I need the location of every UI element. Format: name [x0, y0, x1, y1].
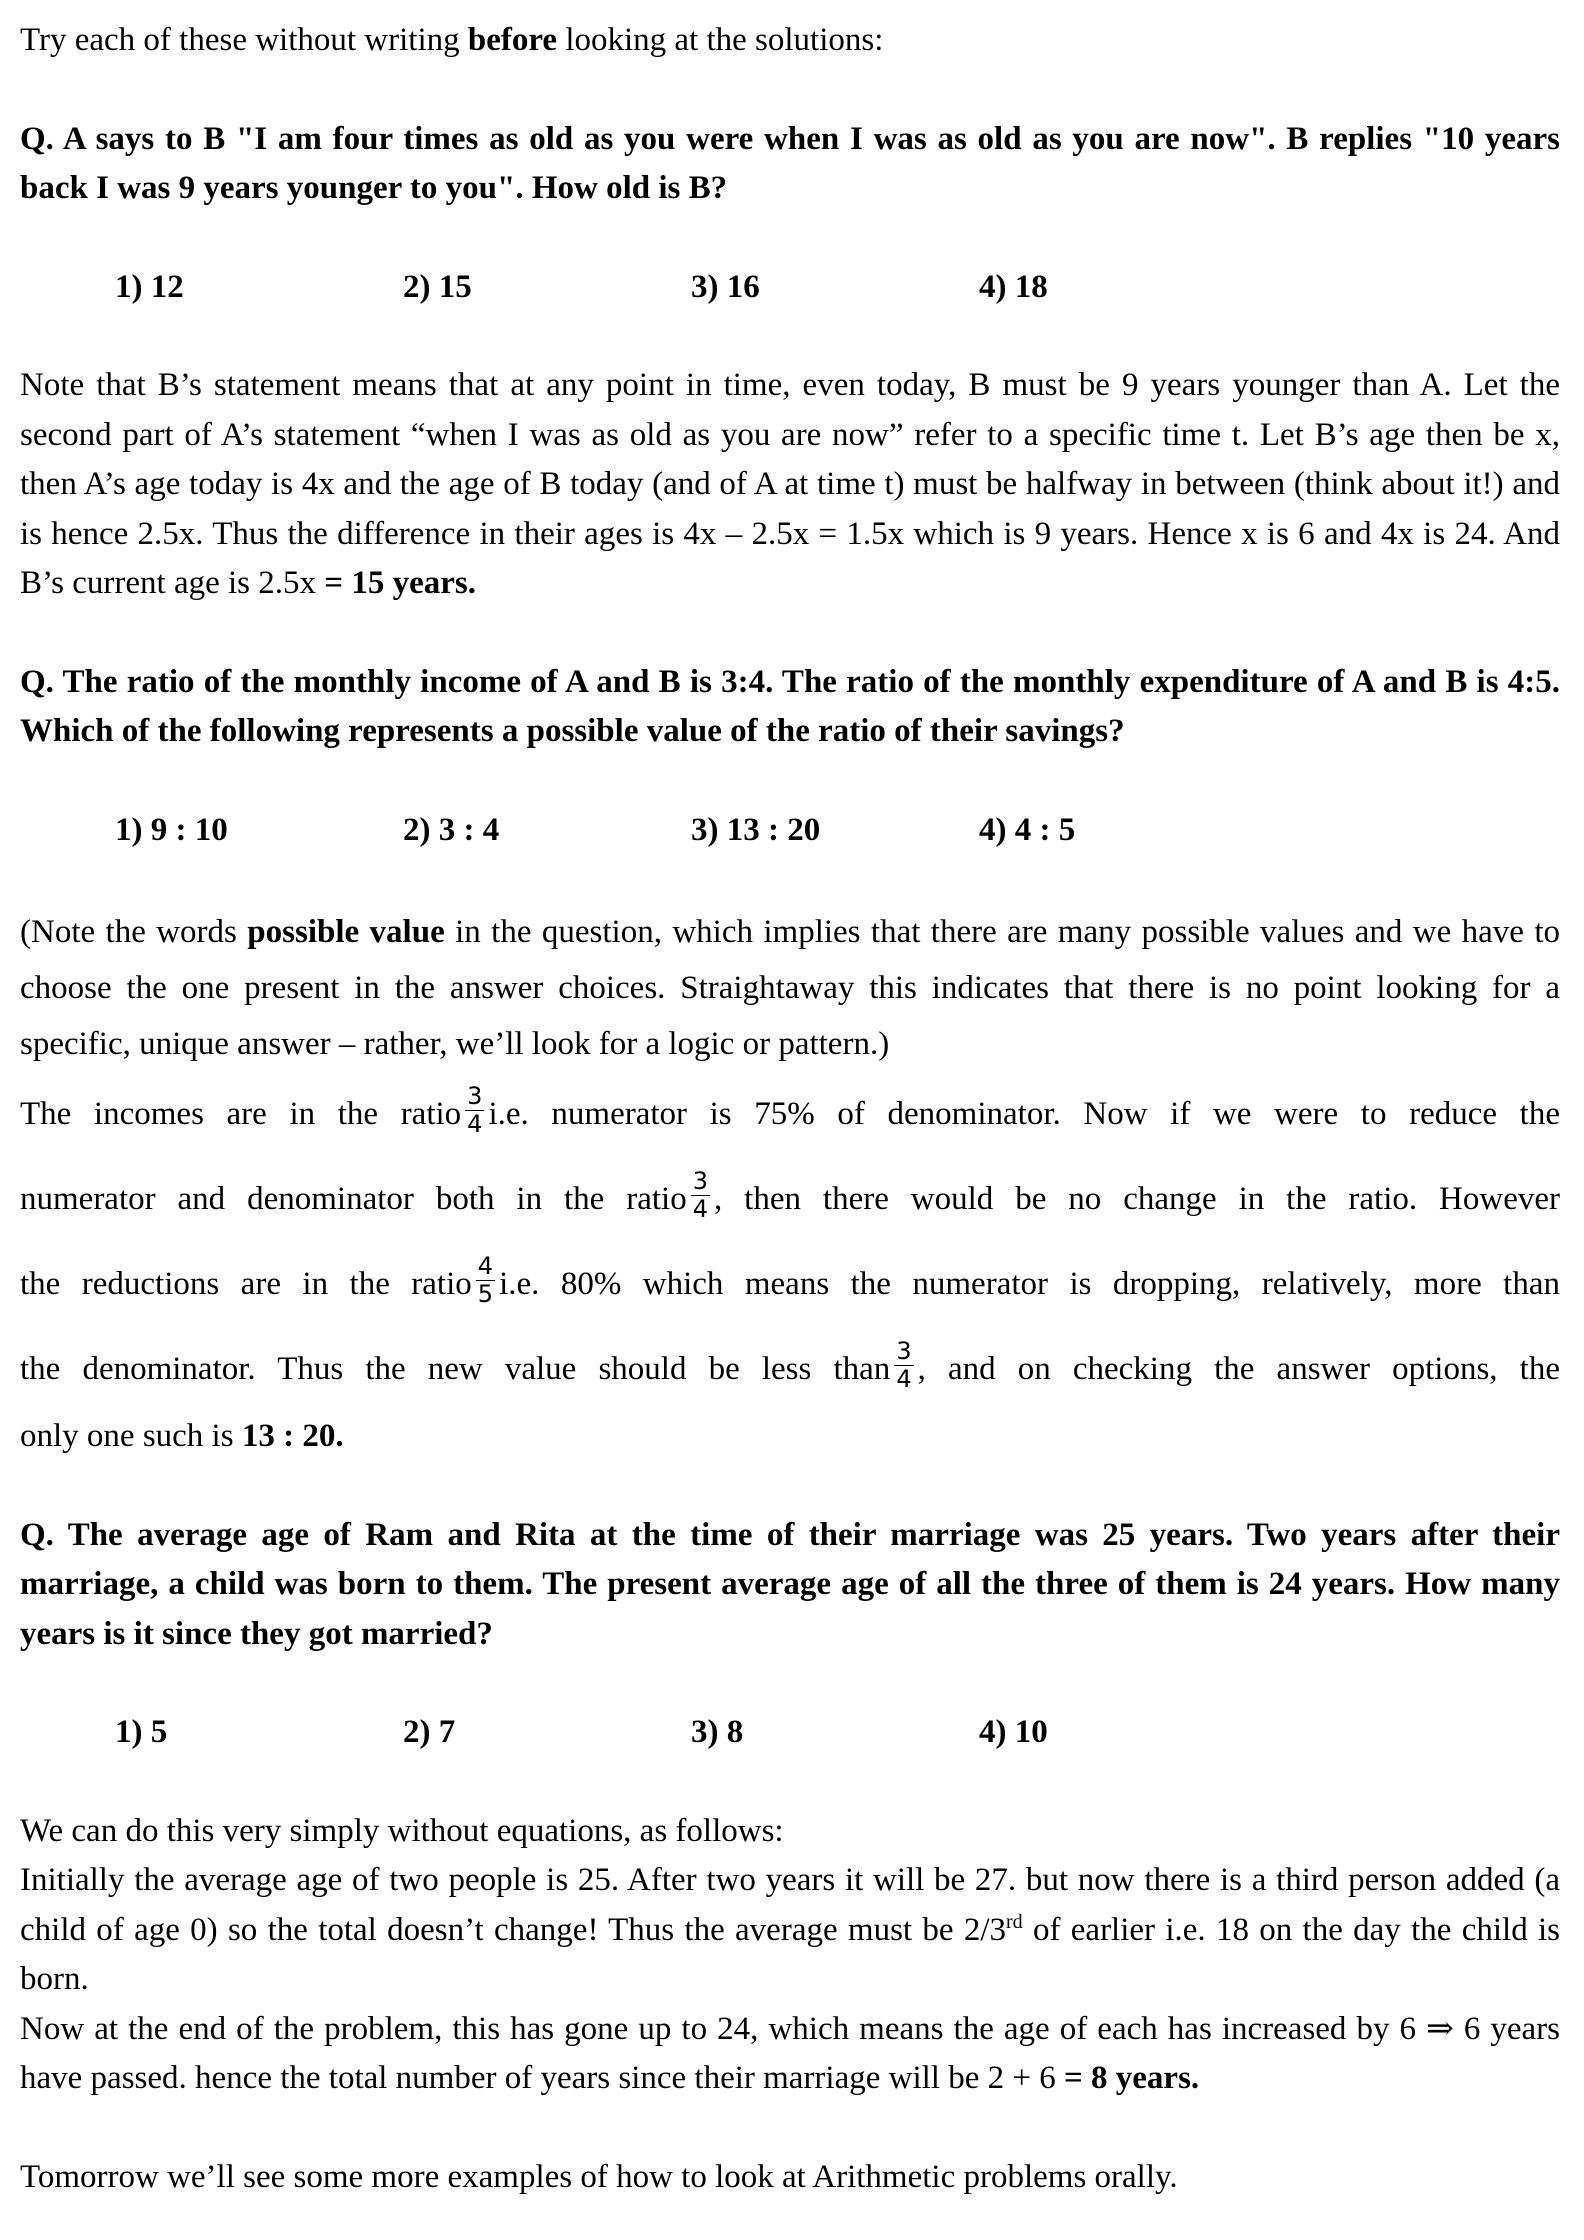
- question-3-options: [20, 1708, 1560, 1758]
- question-1: Q. A says to B "I am four times as old as you were when I was as old as you are now". B replies "10 years back I was 9 years younger to you". How old is B?: [20, 120, 1560, 206]
- solution-2-line-2: numerator and denominator both in the ratio $\frac{3}{4}$ , then there would be no change in the ratio. However: [20, 1166, 1560, 1223]
- fraction: $\frac{3}{4}$: [692, 1166, 708, 1223]
- question-1-options: [20, 263, 1560, 313]
- option: 4) 18: [979, 268, 1048, 305]
- option: 3) 16: [691, 268, 760, 305]
- fraction: $\frac{3}{4}$: [896, 1336, 912, 1393]
- solution-2-line-5: only one such is 13 : 20.: [20, 1418, 344, 1454]
- option: 4) 10: [979, 1714, 1048, 1750]
- fraction: $\frac{4}{5}$: [477, 1251, 494, 1308]
- closing-text: Tomorrow we’ll see some more examples of how to look at Arithmetic problems orally.: [20, 2158, 1178, 2195]
- option: 1) 9 : 10: [115, 811, 228, 848]
- solution-1: Note that B’s statement means that at any point in time, even today, B must be 9 years younger than A. Let the second part of A’s statement “when I was as old as you are now” refer to a specific time t. Let B’s age then be x, then A’s age today is 4x and the age of B today (and of A at time t) must be halfway in between (think about it!) and is hence 2.5x. Thus the difference in their ages is 4x – 2.5x = 1.5x which is 9 years. Hence x is 6 and 4x is 24. And B’s current age is 2.5x = 15 years.: [20, 367, 1560, 601]
- option: 1) 5: [115, 1714, 168, 1750]
- solution-3-conclusion: Now at the end of the problem, this has gone up to 24, which means the age of each has increased by 6 ⇒ 6 years have passed. hence the total number of years since their marriage will be 2 + 6 = 8 years.: [20, 2010, 1560, 2096]
- option: 4) 4 : 5: [979, 811, 1076, 848]
- question-3: Q. The average age of Ram and Rita at the time of their marriage was 25 years. Two years after their marriage, a child was born to them. The present average age of all the three of them is 24 years. How many years is it since they got married?: [20, 1516, 1560, 1652]
- question-2-options: [20, 806, 1560, 856]
- option: 2) 15: [403, 268, 472, 305]
- option: 2) 7: [403, 1714, 456, 1750]
- option: 3) 8: [691, 1714, 744, 1750]
- fraction: $\frac{3}{4}$: [467, 1081, 483, 1138]
- option: 3) 13 : 20: [691, 811, 821, 848]
- option: 2) 3 : 4: [403, 811, 500, 848]
- solution-2-line-3: the reductions are in the ratio $\frac{4}{5}$ i.e. 80% which means the numerator is dropping, relatively, more than: [20, 1251, 1560, 1308]
- solution-2-line-4: the denominator. Thus the new value should be less than $\frac{3}{4}$ , and on checking the answer options, the: [20, 1336, 1560, 1393]
- option: 1) 12: [115, 268, 184, 305]
- question-2: Q. The ratio of the monthly income of A and B is 3:4. The ratio of the monthly expenditure of A and B is 4:5. Which of the following represents a possible value of the ratio of their savings?: [20, 663, 1560, 749]
- intro-text: Try each of these without writing before looking at the solutions:: [20, 22, 884, 58]
- solution-2-line-1: The incomes are in the ratio $\frac{3}{4}$ i.e. numerator is 75% of denominator. Now if we were to reduce the: [20, 1081, 1560, 1138]
- solution-3-intro: We can do this very simply without equations, as follows:: [20, 1812, 784, 1849]
- solution-3-body: Initially the average age of two people is 25. After two years it will be 27. but now there is a third person added (a child of age 0) so the total doesn’t change! Thus the average must be 2/3rd of earlier i.e. 18 on the day the child is born.: [20, 1862, 1560, 1997]
- solution-2-note: (Note the words possible value in the question, which implies that there are many possible values and we have to choose the one present in the answer choices. Straightaway this indicates that there is no point looking for a specific, unique answer – rather, we’ll look for a logic or pattern.): [20, 914, 1560, 1062]
